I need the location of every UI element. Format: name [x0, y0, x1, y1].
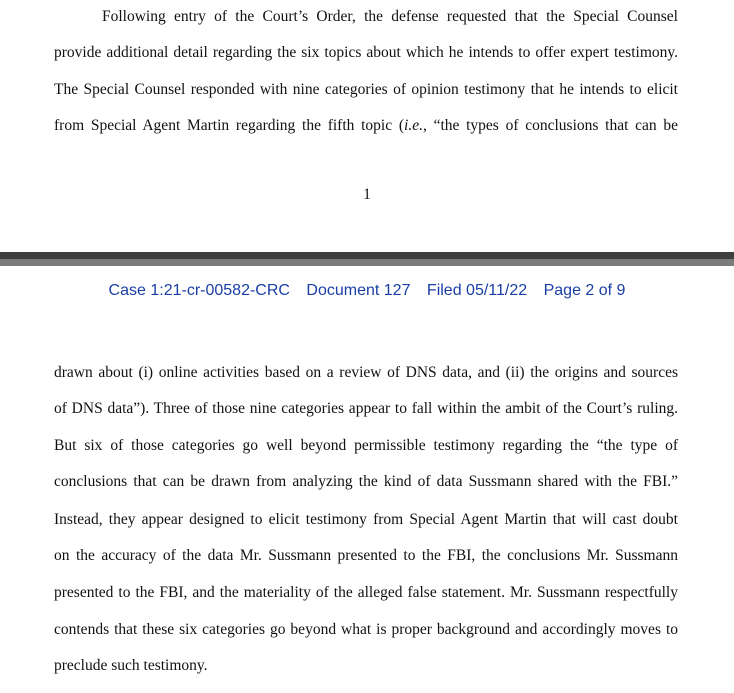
- paragraph-line: The Special Counsel responded with nine categories of opinion testimony that he intends to elicit: [54, 81, 678, 98]
- page-number: 1: [363, 186, 371, 203]
- paragraph-line: Following entry of the Court’s Order, the defense requested that the Special Counsel: [102, 8, 678, 25]
- paragraph-line: Instead, they appear designed to elicit testimony from Special Agent Martin that will cast doubt: [54, 511, 678, 528]
- document-number: Document 127: [306, 282, 411, 299]
- page-separator: [0, 252, 734, 266]
- case-number: Case 1:21-cr-00582-CRC: [108, 282, 290, 299]
- page-indicator: Page 2 of 9: [543, 282, 626, 299]
- line-text: , “the types of conclusions that can be: [422, 117, 678, 134]
- paragraph-line: But six of those categories go well beyond permissible testimony regarding the “the type of: [54, 437, 678, 454]
- paragraph-line: of DNS data”). Three of those nine categories appear to fall within the ambit of the Court’s ruling.: [54, 400, 678, 417]
- paragraph-line: contends that these six categories go beyond what is proper background and accordingly moves to: [54, 621, 678, 638]
- paragraph-line: on the accuracy of the data Mr. Sussmann presented to the FBI, the conclusions Mr. Sussmann: [54, 547, 678, 564]
- paragraph-line: drawn about (i) online activities based on a review of DNS data, and (ii) the origins and sources: [54, 364, 678, 381]
- paragraph-line: [54, 117, 678, 135]
- page-separator-shadow: [0, 252, 734, 259]
- filed-date: Filed 05/11/22: [426, 282, 528, 299]
- paragraph-line: provide additional detail regarding the six topics about which he intends to offer expert testimony.: [54, 44, 678, 61]
- italic-text: i.e.: [404, 117, 423, 134]
- paragraph-line: conclusions that can be drawn from analyzing the kind of data Sussmann shared with the FBI.”: [54, 473, 678, 490]
- case-header: [0, 282, 734, 300]
- paragraph-line: preclude such testimony.: [54, 657, 208, 674]
- document-page-1: [0, 0, 734, 252]
- paragraph-line: presented to the FBI, and the materiality of the alleged false statement. Mr. Sussmann respectfully: [54, 584, 678, 601]
- line-text: from Special Agent Martin regarding the fifth topic (: [54, 117, 405, 134]
